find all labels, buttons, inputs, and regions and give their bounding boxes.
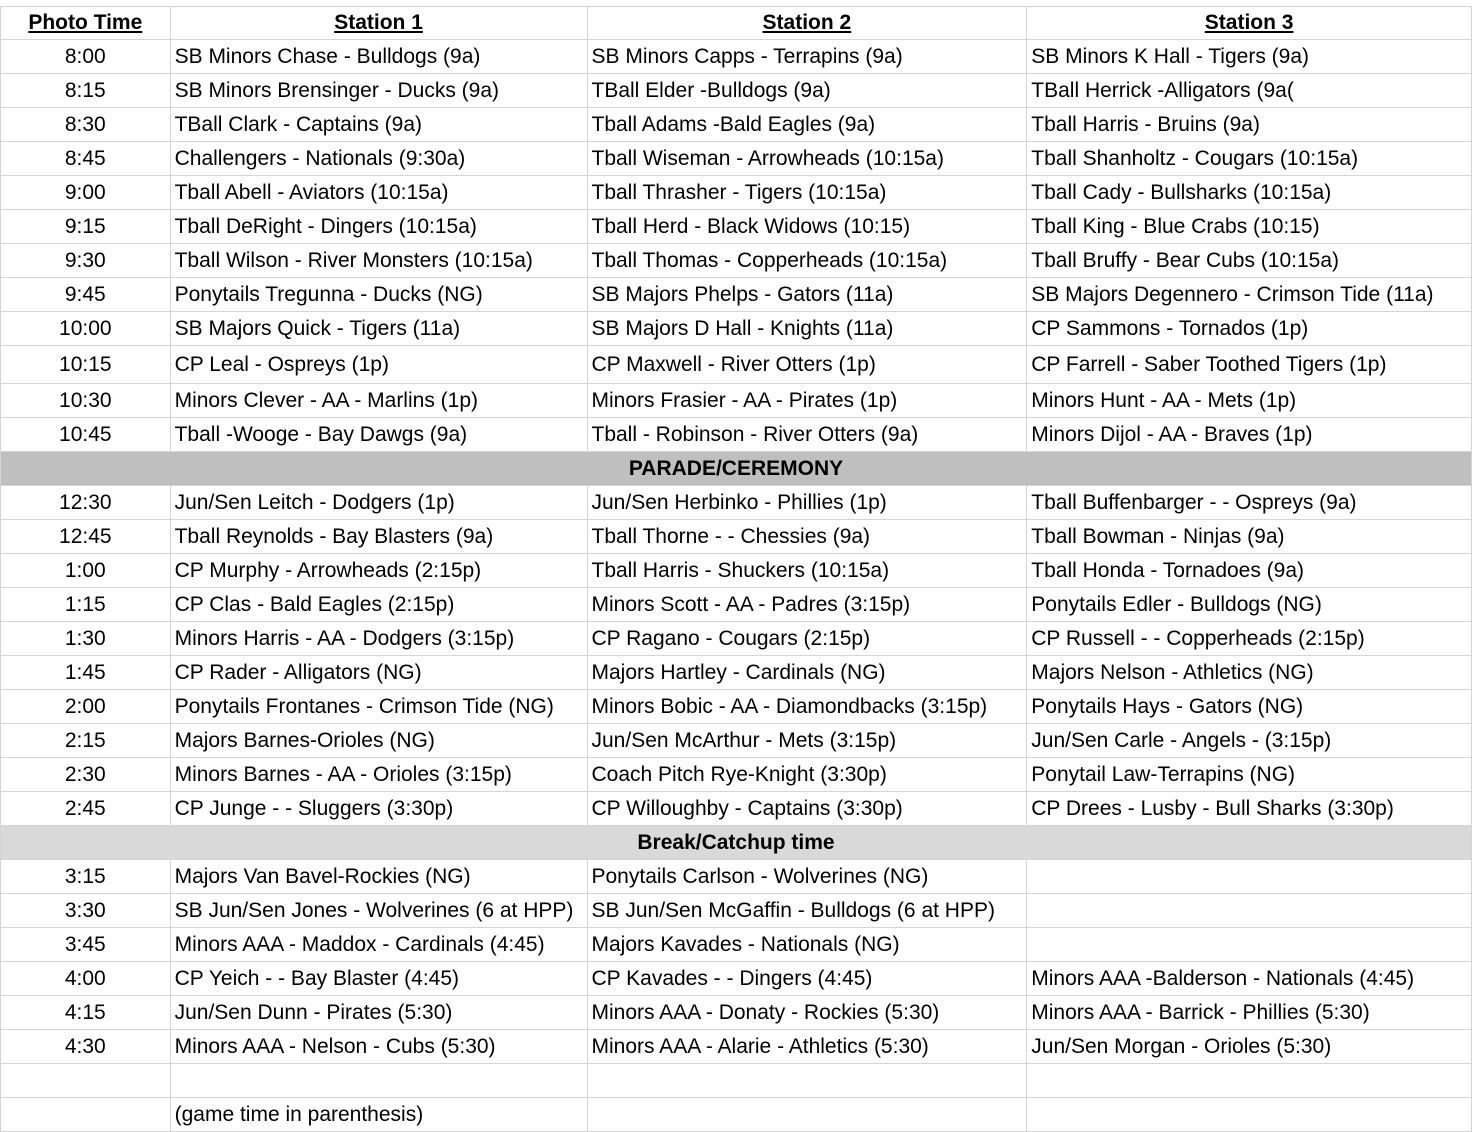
- station-2-cell[interactable]: Majors Hartley - Cardinals (NG): [587, 656, 1027, 690]
- time-cell[interactable]: 3:45: [1, 928, 171, 962]
- station-1-cell[interactable]: Tball Abell - Aviators (10:15a): [170, 176, 587, 210]
- station-3-cell[interactable]: CP Drees - Lusby - Bull Sharks (3:30p): [1027, 792, 1472, 826]
- time-cell[interactable]: 10:30: [1, 384, 171, 418]
- station-2-cell[interactable]: CP Willoughby - Captains (3:30p): [587, 792, 1027, 826]
- schedule-row: [1, 690, 1472, 724]
- station-2-cell[interactable]: Tball Thomas - Copperheads (10:15a): [587, 244, 1027, 278]
- time-cell[interactable]: 10:45: [1, 418, 171, 452]
- header-station-3[interactable]: Station 3: [1027, 7, 1472, 40]
- station-2-cell[interactable]: Tball Wiseman - Arrowheads (10:15a): [587, 142, 1027, 176]
- station-3-cell[interactable]: Majors Nelson - Athletics (NG): [1027, 656, 1472, 690]
- station-1-cell[interactable]: Tball Reynolds - Bay Blasters (9a): [170, 520, 587, 554]
- station-2-cell[interactable]: Minors Frasier - AA - Pirates (1p): [587, 384, 1027, 418]
- station-3-cell[interactable]: SB Majors Degennero - Crimson Tide (11a): [1027, 278, 1472, 312]
- station-3-cell[interactable]: SB Minors K Hall - Tigers (9a): [1027, 40, 1472, 74]
- section-label[interactable]: PARADE/CEREMONY: [1, 452, 1472, 486]
- station-1-cell[interactable]: SB Majors Quick - Tigers (11a): [170, 312, 587, 346]
- schedule-row: [1, 312, 1472, 346]
- station-2-cell[interactable]: CP Maxwell - River Otters (1p): [587, 346, 1027, 384]
- schedule-row: [1, 622, 1472, 656]
- station-2-cell[interactable]: Tball Adams -Bald Eagles (9a): [587, 108, 1027, 142]
- time-cell[interactable]: [1, 1064, 171, 1098]
- station-3-cell[interactable]: Tball Harris - Bruins (9a): [1027, 108, 1472, 142]
- time-cell[interactable]: 1:45: [1, 656, 171, 690]
- time-cell[interactable]: 2:00: [1, 690, 171, 724]
- station-3-cell[interactable]: Tball Bruffy - Bear Cubs (10:15a): [1027, 244, 1472, 278]
- station-3-cell[interactable]: Minors AAA -Balderson - Nationals (4:45): [1027, 962, 1472, 996]
- station-1-cell[interactable]: CP Rader - Alligators (NG): [170, 656, 587, 690]
- time-cell[interactable]: 4:15: [1, 996, 171, 1030]
- schedule-row: [1, 758, 1472, 792]
- schedule-body: [1, 40, 1472, 1132]
- schedule-row: [1, 1030, 1472, 1064]
- station-1-cell[interactable]: Minors Barnes - AA - Orioles (3:15p): [170, 758, 587, 792]
- station-3-cell[interactable]: Minors AAA - Barrick - Phillies (5:30): [1027, 996, 1472, 1030]
- time-cell[interactable]: 9:45: [1, 278, 171, 312]
- header-row: [1, 7, 1472, 40]
- schedule-row: [1, 108, 1472, 142]
- station-1-cell[interactable]: Tball DeRight - Dingers (10:15a): [170, 210, 587, 244]
- time-cell[interactable]: [1, 1098, 171, 1132]
- station-1-cell[interactable]: Minors Harris - AA - Dodgers (3:15p): [170, 622, 587, 656]
- time-cell[interactable]: 8:45: [1, 142, 171, 176]
- station-2-cell[interactable]: Majors Kavades - Nationals (NG): [587, 928, 1027, 962]
- station-2-cell[interactable]: Tball Herd - Black Widows (10:15): [587, 210, 1027, 244]
- station-2-cell[interactable]: [587, 1064, 1027, 1098]
- time-cell[interactable]: 8:30: [1, 108, 171, 142]
- station-3-cell[interactable]: Tball Honda - Tornadoes (9a): [1027, 554, 1472, 588]
- station-3-cell[interactable]: TBall Herrick -Alligators (9a(: [1027, 74, 1472, 108]
- schedule-row: [1, 418, 1472, 452]
- time-cell[interactable]: 4:00: [1, 962, 171, 996]
- station-3-cell[interactable]: Minors Dijol - AA - Braves (1p): [1027, 418, 1472, 452]
- time-cell[interactable]: 8:00: [1, 40, 171, 74]
- station-3-cell[interactable]: [1027, 860, 1472, 894]
- station-2-cell[interactable]: Jun/Sen Herbinko - Phillies (1p): [587, 486, 1027, 520]
- schedule-row: [1, 894, 1472, 928]
- header-photo-time[interactable]: Photo Time: [1, 7, 171, 40]
- station-3-cell[interactable]: Ponytail Law-Terrapins (NG): [1027, 758, 1472, 792]
- station-1-cell[interactable]: SB Minors Brensinger - Ducks (9a): [170, 74, 587, 108]
- time-cell[interactable]: 1:30: [1, 622, 171, 656]
- schedule-row: [1, 1064, 1472, 1098]
- station-1-cell[interactable]: CP Clas - Bald Eagles (2:15p): [170, 588, 587, 622]
- station-3-cell[interactable]: CP Russell - - Copperheads (2:15p): [1027, 622, 1472, 656]
- schedule-row: [1, 928, 1472, 962]
- station-1-cell[interactable]: CP Yeich - - Bay Blaster (4:45): [170, 962, 587, 996]
- time-cell[interactable]: 3:30: [1, 894, 171, 928]
- station-3-cell[interactable]: Tball King - Blue Crabs (10:15): [1027, 210, 1472, 244]
- station-1-cell[interactable]: [170, 1064, 587, 1098]
- station-2-cell[interactable]: Minors AAA - Donaty - Rockies (5:30): [587, 996, 1027, 1030]
- schedule-row: [1, 176, 1472, 210]
- station-2-cell[interactable]: Ponytails Carlson - Wolverines (NG): [587, 860, 1027, 894]
- schedule-row: [1, 656, 1472, 690]
- time-cell[interactable]: 12:30: [1, 486, 171, 520]
- time-cell[interactable]: 9:00: [1, 176, 171, 210]
- schedule-row: [1, 142, 1472, 176]
- station-1-cell[interactable]: TBall Clark - Captains (9a): [170, 108, 587, 142]
- station-3-cell[interactable]: [1027, 1098, 1472, 1132]
- station-3-cell[interactable]: Tball Shanholtz - Cougars (10:15a): [1027, 142, 1472, 176]
- time-cell[interactable]: 3:15: [1, 860, 171, 894]
- schedule-row: [1, 244, 1472, 278]
- schedule-row: [1, 520, 1472, 554]
- schedule-row: [1, 860, 1472, 894]
- header-station-1[interactable]: Station 1: [170, 7, 587, 40]
- station-3-cell[interactable]: Minors Hunt - AA - Mets (1p): [1027, 384, 1472, 418]
- station-2-cell[interactable]: Minors Bobic - AA - Diamondbacks (3:15p): [587, 690, 1027, 724]
- station-2-cell[interactable]: TBall Elder -Bulldogs (9a): [587, 74, 1027, 108]
- station-3-cell[interactable]: Tball Cady - Bullsharks (10:15a): [1027, 176, 1472, 210]
- station-3-cell[interactable]: Ponytails Edler - Bulldogs (NG): [1027, 588, 1472, 622]
- station-2-cell[interactable]: Tball Thrasher - Tigers (10:15a): [587, 176, 1027, 210]
- schedule-row: [1, 554, 1472, 588]
- time-cell[interactable]: 4:30: [1, 1030, 171, 1064]
- photo-schedule-table: [0, 6, 1472, 1132]
- station-3-cell[interactable]: Jun/Sen Carle - Angels - (3:15p): [1027, 724, 1472, 758]
- station-2-cell[interactable]: SB Majors D Hall - Knights (11a): [587, 312, 1027, 346]
- schedule-row: [1, 40, 1472, 74]
- station-2-cell[interactable]: Coach Pitch Rye-Knight (3:30p): [587, 758, 1027, 792]
- station-1-cell[interactable]: CP Murphy - Arrowheads (2:15p): [170, 554, 587, 588]
- schedule-row: [1, 384, 1472, 418]
- station-2-cell[interactable]: Jun/Sen McArthur - Mets (3:15p): [587, 724, 1027, 758]
- time-cell[interactable]: 8:15: [1, 74, 171, 108]
- station-1-cell[interactable]: Tball -Wooge - Bay Dawgs (9a): [170, 418, 587, 452]
- schedule-row: [1, 486, 1472, 520]
- station-1-cell[interactable]: Majors Van Bavel-Rockies (NG): [170, 860, 587, 894]
- station-1-cell[interactable]: Majors Barnes-Orioles (NG): [170, 724, 587, 758]
- section-divider-row: [1, 452, 1472, 486]
- station-1-cell[interactable]: Minors Clever - AA - Marlins (1p): [170, 384, 587, 418]
- station-3-cell[interactable]: Tball Buffenbarger - - Ospreys (9a): [1027, 486, 1472, 520]
- time-cell[interactable]: 1:00: [1, 554, 171, 588]
- station-2-cell[interactable]: Minors Scott - AA - Padres (3:15p): [587, 588, 1027, 622]
- station-2-cell[interactable]: SB Jun/Sen McGaffin - Bulldogs (6 at HPP): [587, 894, 1027, 928]
- station-2-cell[interactable]: Tball Thorne - - Chessies (9a): [587, 520, 1027, 554]
- station-2-cell[interactable]: [587, 1098, 1027, 1132]
- station-1-cell[interactable]: Challengers - Nationals (9:30a): [170, 142, 587, 176]
- time-cell[interactable]: 10:15: [1, 346, 171, 384]
- station-3-cell[interactable]: CP Farrell - Saber Toothed Tigers (1p): [1027, 346, 1472, 384]
- station-2-cell[interactable]: SB Minors Capps - Terrapins (9a): [587, 40, 1027, 74]
- station-1-cell[interactable]: SB Minors Chase - Bulldogs (9a): [170, 40, 587, 74]
- station-1-cell[interactable]: CP Junge - - Sluggers (3:30p): [170, 792, 587, 826]
- schedule-row: [1, 996, 1472, 1030]
- station-3-cell[interactable]: Ponytails Hays - Gators (NG): [1027, 690, 1472, 724]
- time-cell[interactable]: 9:15: [1, 210, 171, 244]
- schedule-row: [1, 278, 1472, 312]
- station-2-cell[interactable]: Minors AAA - Alarie - Athletics (5:30): [587, 1030, 1027, 1064]
- station-1-cell[interactable]: (game time in parenthesis): [170, 1098, 587, 1132]
- time-cell[interactable]: 1:15: [1, 588, 171, 622]
- station-3-cell[interactable]: Jun/Sen Morgan - Orioles (5:30): [1027, 1030, 1472, 1064]
- station-2-cell[interactable]: SB Majors Phelps - Gators (11a): [587, 278, 1027, 312]
- station-1-cell[interactable]: Ponytails Tregunna - Ducks (NG): [170, 278, 587, 312]
- station-3-cell[interactable]: CP Sammons - Tornados (1p): [1027, 312, 1472, 346]
- station-1-cell[interactable]: Minors AAA - Maddox - Cardinals (4:45): [170, 928, 587, 962]
- station-2-cell[interactable]: CP Kavades - - Dingers (4:45): [587, 962, 1027, 996]
- station-3-cell[interactable]: Tball Bowman - Ninjas (9a): [1027, 520, 1472, 554]
- station-2-cell[interactable]: CP Ragano - Cougars (2:15p): [587, 622, 1027, 656]
- schedule-row: [1, 724, 1472, 758]
- station-2-cell[interactable]: Tball Harris - Shuckers (10:15a): [587, 554, 1027, 588]
- time-cell[interactable]: 12:45: [1, 520, 171, 554]
- station-1-cell[interactable]: SB Jun/Sen Jones - Wolverines (6 at HPP): [170, 894, 587, 928]
- schedule-row: [1, 1098, 1472, 1132]
- schedule-row: [1, 588, 1472, 622]
- time-cell[interactable]: 9:30: [1, 244, 171, 278]
- station-3-cell[interactable]: [1027, 928, 1472, 962]
- schedule-row: [1, 792, 1472, 826]
- section-divider-row: [1, 826, 1472, 860]
- station-1-cell[interactable]: Jun/Sen Leitch - Dodgers (1p): [170, 486, 587, 520]
- station-3-cell[interactable]: [1027, 1064, 1472, 1098]
- header-station-2[interactable]: Station 2: [587, 7, 1027, 40]
- time-cell[interactable]: 10:00: [1, 312, 171, 346]
- time-cell[interactable]: 2:30: [1, 758, 171, 792]
- station-2-cell[interactable]: Tball - Robinson - River Otters (9a): [587, 418, 1027, 452]
- station-3-cell[interactable]: [1027, 894, 1472, 928]
- station-1-cell[interactable]: Minors AAA - Nelson - Cubs (5:30): [170, 1030, 587, 1064]
- schedule-row: [1, 74, 1472, 108]
- section-label[interactable]: Break/Catchup time: [1, 826, 1472, 860]
- station-1-cell[interactable]: Jun/Sen Dunn - Pirates (5:30): [170, 996, 587, 1030]
- station-1-cell[interactable]: Ponytails Frontanes - Crimson Tide (NG): [170, 690, 587, 724]
- schedule-row: [1, 962, 1472, 996]
- schedule-row: [1, 346, 1472, 384]
- station-1-cell[interactable]: CP Leal - Ospreys (1p): [170, 346, 587, 384]
- schedule-row: [1, 210, 1472, 244]
- station-1-cell[interactable]: Tball Wilson - River Monsters (10:15a): [170, 244, 587, 278]
- time-cell[interactable]: 2:45: [1, 792, 171, 826]
- time-cell[interactable]: 2:15: [1, 724, 171, 758]
